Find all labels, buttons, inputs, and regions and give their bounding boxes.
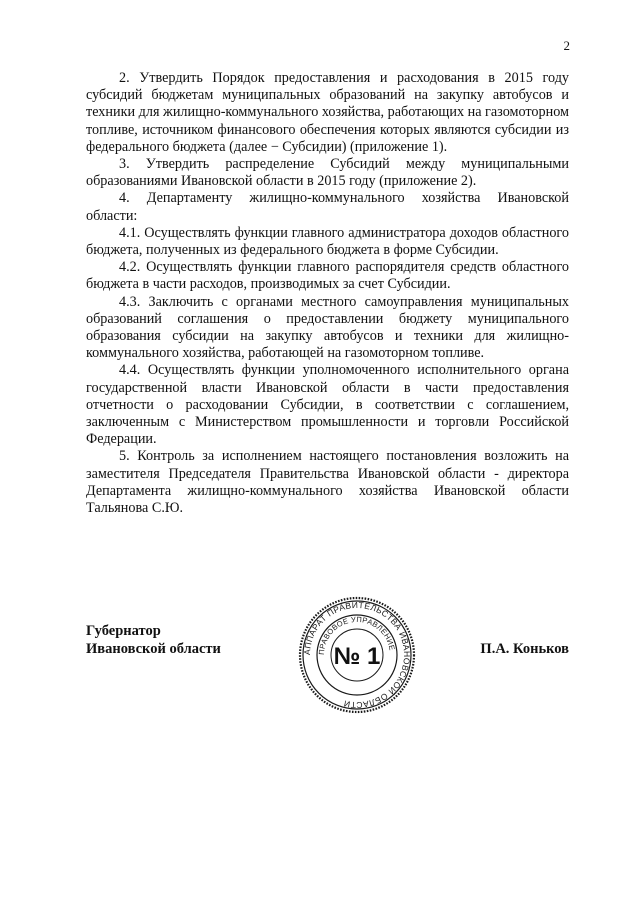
paragraph-4-4: 4.4. Осуществлять функции уполномоченного исполнительного органа государственной власти Ивановской области в части предоставления отчетности о расходовании Субсидии, в соответствии с соглашением, заключенным с Министерством промышленности и торговли Российской Федерации. bbox=[86, 362, 569, 448]
signature-block bbox=[86, 599, 569, 742]
official-seal bbox=[297, 595, 417, 715]
signatory-title-line1: Губернатор bbox=[86, 623, 161, 639]
paragraph-4-3: 4.3. Заключить с органами местного самоуправления муниципальных образований соглашения о предоставлении бюджету муниципального образования субсидии на закупку автобусов и техники для жилищно-коммунального хозяйства, работающей на газомоторном топливе. bbox=[86, 293, 569, 362]
signatory-name: П.А. Коньков bbox=[480, 641, 569, 657]
signatory-title bbox=[86, 622, 221, 658]
paragraph-4: 4. Департаменту жилищно-коммунального хозяйства Ивановской области: bbox=[86, 190, 569, 224]
paragraph-4-2: 4.2. Осуществлять функции главного распорядителя средств областного бюджета в части расходов, производимых за счет Субсидии. bbox=[86, 259, 569, 293]
seal-inner-text: ПРАВОВОЕ УПРАВЛЕНИЕ bbox=[316, 614, 397, 656]
page-number: 2 bbox=[563, 38, 570, 53]
paragraph-3: 3. Утвердить распределение Субсидий между муниципальными образованиями Ивановской области в 2015 году (приложение 2). bbox=[86, 156, 569, 190]
seal-number: № 1 bbox=[333, 643, 381, 670]
document-body bbox=[86, 70, 569, 517]
paragraph-5: 5. Контроль за исполнением настоящего постановления возложить на заместителя Председателя Правительства Ивановской области - директора Департамента жилищно-коммунального хозяйства Ивановской области Тальянова С.Ю. bbox=[86, 448, 569, 517]
paragraph-4-1: 4.1. Осуществлять функции главного администратора доходов областного бюджета, полученных из федерального бюджета в форме Субсидии. bbox=[86, 224, 569, 259]
paragraph-2: 2. Утвердить Порядок предоставления и расходования в 2015 году субсидий бюджетам муниципальных образований на закупку автобусов и техники для жилищно-коммунального хозяйства, работающих на газомоторном топливе, источником финансового обеспечения которых являются субсидии из федерального бюджета (далее − Субсидии) (приложение 1). bbox=[86, 70, 569, 155]
signatory-title-line2: Ивановской области bbox=[86, 641, 221, 657]
seal-outer-text: АППАРАТ ПРАВИТЕЛЬСТВА ИВАНОВСКОЙ ОБЛАСТИ bbox=[301, 599, 413, 711]
